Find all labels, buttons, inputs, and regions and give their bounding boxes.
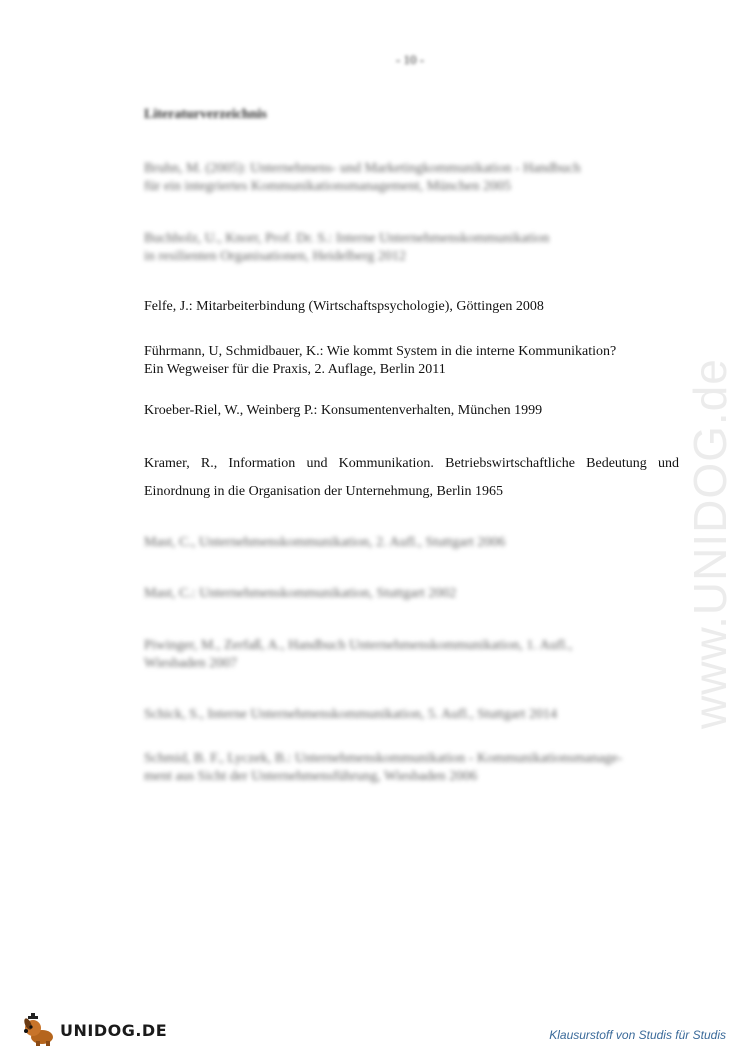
entry-line: ment aus Sicht der Unternehmensführung, Wiesbaden 2006: [144, 769, 478, 784]
bibliography-entry-bruhn: [144, 160, 679, 196]
bibliography-entry-buchholz: [144, 230, 679, 266]
bibliography-entry-felfe: [144, 298, 679, 316]
entry-line: Führmann, U, Schmidbauer, K.: Wie kommt System in die interne Kommunikation?: [144, 344, 617, 359]
bibliography-entry-mast-2006: [144, 534, 679, 552]
unidog-logo[interactable]: [22, 1013, 167, 1047]
dog-mascot-icon: [22, 1013, 58, 1047]
entry-line: Mast, C., Unternehmenskommunikation, 2. Aufl., Stuttgart 2006: [144, 535, 506, 550]
bibliography-entry-kramer: [144, 450, 679, 506]
entry-line: in resilienten Organisationen, Heidelberg 2012: [144, 249, 406, 264]
entry-line: Einordnung in die Organisation der Unternehmung, Berlin 1965: [144, 484, 504, 499]
entry-line: Kramer, R., Information und Kommunikation. Betriebswirtschaftliche Bedeutung und: [144, 456, 679, 471]
entry-line: Piwinger, M., Zerfaß, A., Handbuch Unternehmenskommunikation, 1. Aufl.,: [144, 638, 573, 653]
page-number: - 10 -: [395, 52, 425, 67]
entry-line: Felfe, J.: Mitarbeiterbindung (Wirtschaftspsychologie), Göttingen 2008: [144, 299, 544, 314]
bibliography-entry-kroeber-riel: [144, 402, 679, 420]
entry-line: Schick, S., Interne Unternehmenskommunikation, 5. Aufl., Stuttgart 2014: [144, 707, 557, 722]
bibliography-entry-mast-2002: [144, 585, 679, 603]
entry-line: Kroeber-Riel, W., Weinberg P.: Konsumentenverhalten, München 1999: [144, 403, 543, 418]
watermark: www.UNIDOG.de: [684, 358, 736, 729]
entry-line: Schmid, B. F., Lyczek, B.: Unternehmenskommunikation - Kommunikationsmanage-: [144, 751, 623, 766]
bibliography-entry-piwinger: [144, 637, 679, 673]
entry-line: Ein Wegweiser für die Praxis, 2. Auflage, Berlin 2011: [144, 362, 446, 377]
entry-line: für ein integriertes Kommunikationsmanagement, München 2005: [144, 179, 512, 194]
bibliography-entry-fuehrmann: [144, 343, 679, 379]
bibliography-heading: Literaturverzeichnis: [144, 107, 267, 122]
bibliography-entry-schick: [144, 706, 679, 724]
logo-text: UNIDOG.DE: [60, 1020, 168, 1040]
entry-line: Bruhn, M. (2005): Unternehmens- und Marketingkommunikation - Handbuch: [144, 161, 581, 176]
footer-tagline: Klausurstoff von Studis für Studis: [549, 1028, 726, 1042]
entry-line: Mast, C.: Unternehmenskommunikation, Stuttgart 2002: [144, 586, 457, 601]
bibliography-entry-schmid: [144, 750, 679, 786]
entry-line: Buchholz, U., Knorr, Prof. Dr. S.: Interne Unternehmenskommunikation: [144, 231, 550, 246]
entry-line: Wiesbaden 2007: [144, 656, 238, 671]
